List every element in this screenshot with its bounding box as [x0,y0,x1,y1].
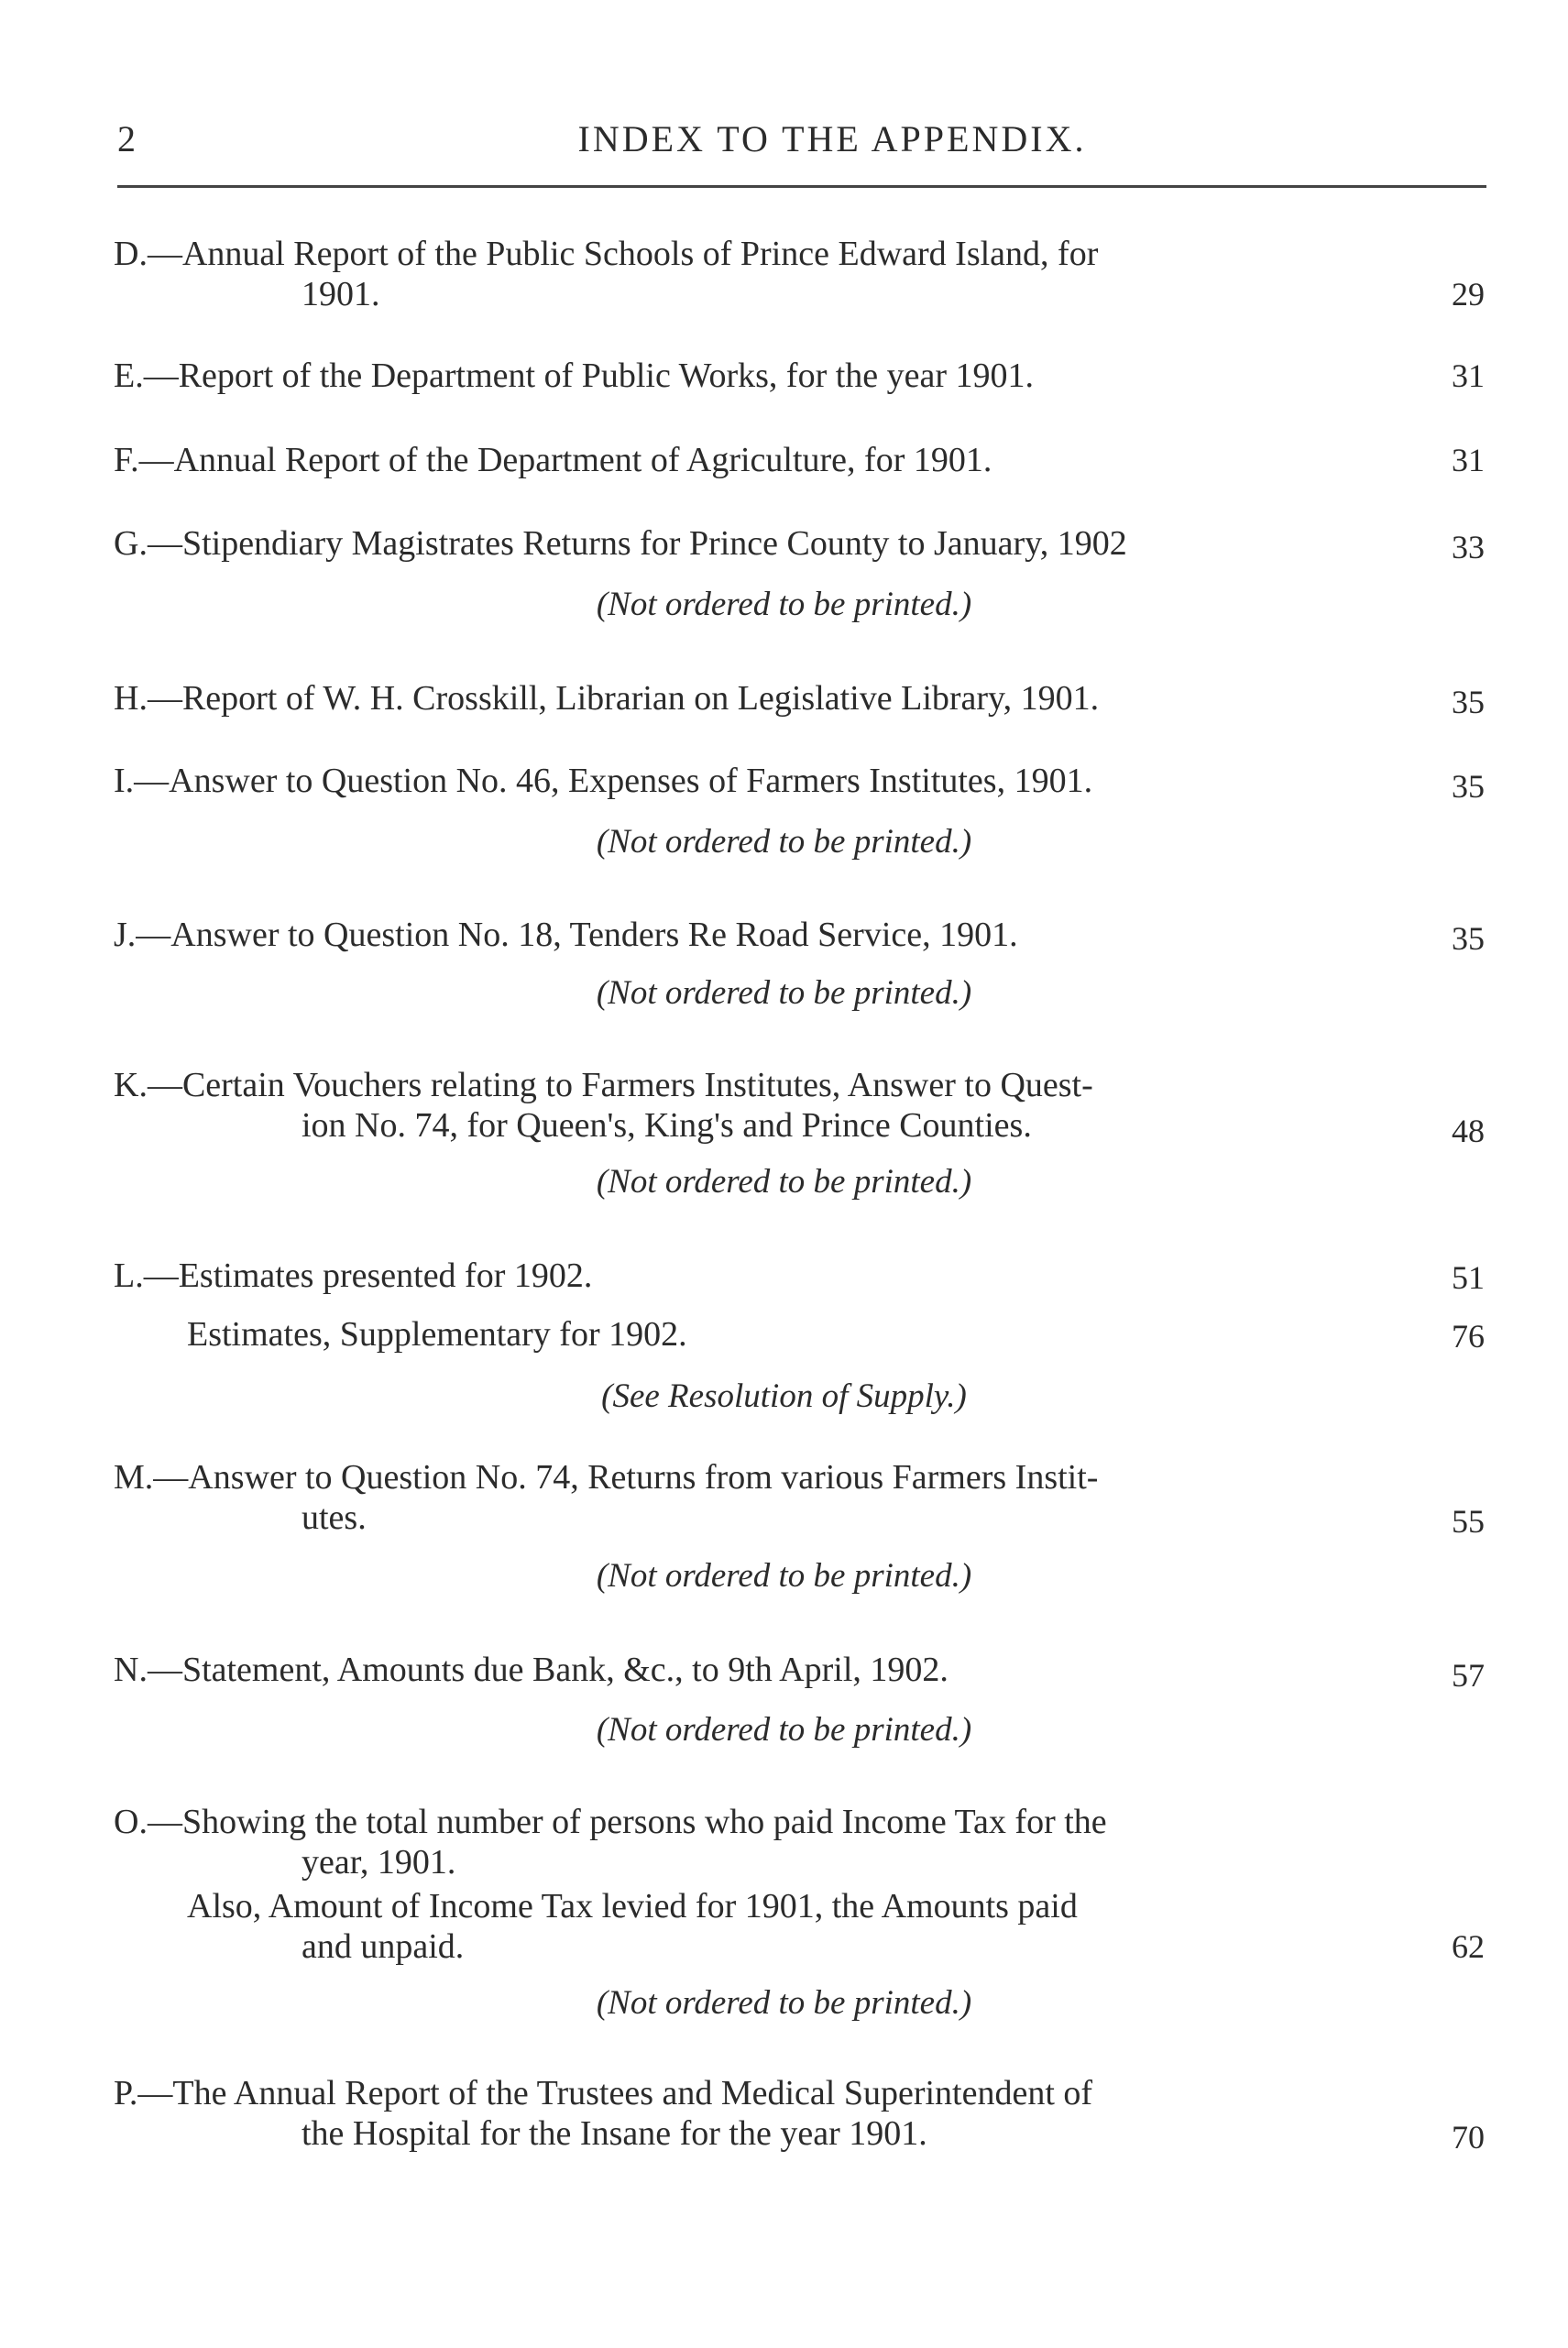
page-reference: 35 [1452,768,1485,805]
page-reference: 33 [1452,529,1485,565]
entry-continuation: the Hospital for the Insane for the year 1901. [302,2114,927,2153]
print-note: (Not ordered to be printed.) [596,586,972,623]
page-number: 2 [117,118,136,159]
entry-continuation: and unpaid. [302,1927,465,1966]
page-reference: 70 [1452,2119,1485,2156]
entry-text [114,1457,1342,1538]
entry-line: N.—Statement, Amounts due Bank, &c., to 9th April, 1902. [114,1651,948,1689]
entry-line: J.—Answer to Question No. 18, Tenders Re Road Service, 1901. [114,916,1018,954]
page-reference: 57 [1452,1657,1485,1694]
entry-line: F.—Annual Report of the Department of Agriculture, for 1901. [114,441,992,479]
entry-line: I.—Answer to Question No. 46, Expenses of Farmers Institutes, 1901. [114,762,1093,800]
print-note: (See Resolution of Supply.) [601,1377,967,1415]
print-note: (Not ordered to be printed.) [596,1711,972,1749]
entry-text [114,761,1342,801]
page-reference: 48 [1452,1113,1485,1149]
entry-text [114,234,1342,314]
entry-continuation: ion No. 74, for Queen's, King's and Prince Counties. [302,1106,1032,1145]
entry-line: K.—Certain Vouchers relating to Farmers Institutes, Answer to Quest- [114,1066,1093,1104]
entry-text [114,523,1342,564]
print-note: (Not ordered to be printed.) [596,1163,972,1201]
entry-text [114,1886,1342,1967]
entry-text [114,1802,1342,1882]
page-reference: 51 [1452,1259,1485,1296]
entry-text [114,2073,1342,2154]
page-header [117,117,1483,163]
page-reference: 31 [1452,357,1485,394]
entry-line: M.—Answer to Question No. 74, Returns from various Farmers Instit- [114,1458,1099,1497]
entry-text [114,1256,1342,1296]
entry-line: H.—Report of W. H. Crosskill, Librarian on Legislative Library, 1901. [114,679,1100,718]
page-reference: 35 [1452,684,1485,720]
entry-continuation: utes. [302,1498,367,1537]
entry-continuation: year, 1901. [302,1843,456,1882]
entry-text [114,356,1342,396]
print-note: (Not ordered to be printed.) [596,974,972,1012]
page-reference: 76 [1452,1318,1485,1355]
entry-continuation: 1901. [302,275,380,313]
entry-subline: Estimates, Supplementary for 1902. [187,1315,687,1354]
page-reference: 62 [1452,1928,1485,1965]
entry-text [114,440,1342,480]
entry-text [114,915,1342,955]
entry-line: E.—Report of the Department of Public Works, for the year 1901. [114,357,1035,395]
page-reference: 55 [1452,1503,1485,1540]
entry-subline: Also, Amount of Income Tax levied for 1901, the Amounts paid [187,1887,1078,1926]
print-note: (Not ordered to be printed.) [596,1557,972,1595]
entry-text [114,1065,1342,1146]
entry-line: P.—The Annual Report of the Trustees and Medical Superintendent of [114,2074,1093,2112]
print-note: (Not ordered to be printed.) [596,1984,972,2022]
entry-line: L.—Estimates presented for 1902. [114,1256,593,1295]
entry-line: G.—Stipendiary Magistrates Returns for Prince County to January, 1902 [114,524,1127,563]
entry-line: O.—Showing the total number of persons who paid Income Tax for the [114,1803,1107,1841]
header-rule [117,185,1486,188]
entry-text [114,678,1342,719]
page-reference: 31 [1452,442,1485,478]
running-title: INDEX TO THE APPENDIX. [577,118,1087,159]
page-reference: 35 [1452,920,1485,957]
entry-line: D.—Annual Report of the Public Schools of Prince Edward Island, for [114,235,1099,273]
print-note: (Not ordered to be printed.) [596,823,972,861]
entry-text [114,1650,1342,1690]
page-reference: 29 [1452,276,1485,313]
entry-text [114,1314,1342,1355]
